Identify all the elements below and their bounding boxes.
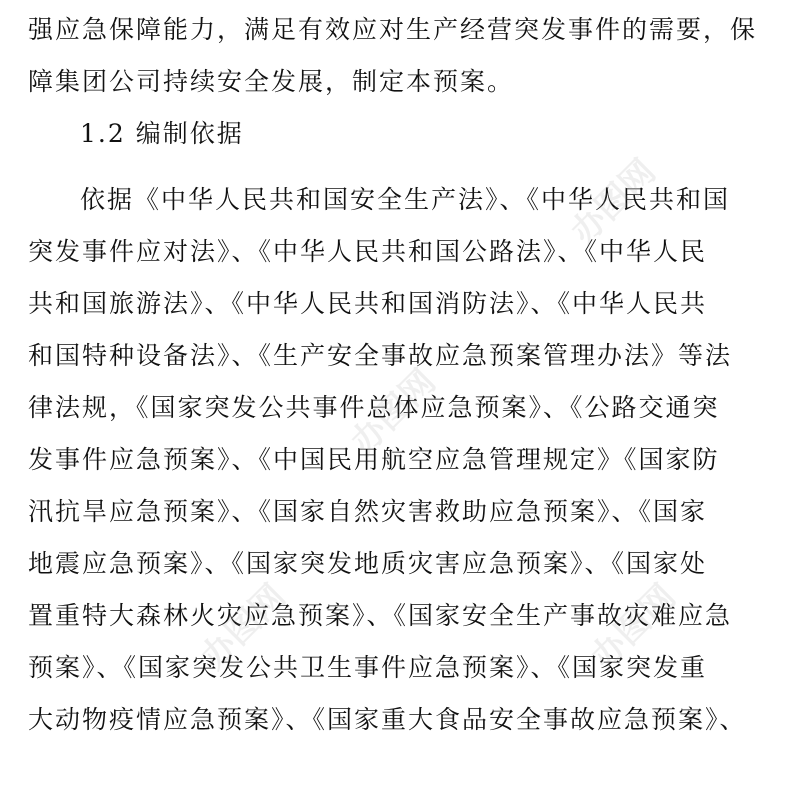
paragraph-line: 强应急保障能力，满足有效应对生产经营突发事件的需要，保 <box>28 15 758 44</box>
paragraph-line: 突发事件应对法》、《中华人民共和国公路法》、《中华人民 <box>28 237 708 266</box>
watermark: 办图网 <box>193 576 294 678</box>
paragraph-line: 置重特大森林火灾应急预案》、《国家安全生产事故灾难应急 <box>28 601 733 630</box>
paragraph-line: 和国特种设备法》、《生产安全事故应急预案管理办法》等法 <box>28 341 733 370</box>
paragraph-line: 发事件应急预案》、《中国民用航空应急管理规定》《国家防 <box>28 445 720 474</box>
watermark: 办图网 <box>563 151 664 253</box>
paragraph-line: 大动物疫情应急预案》、《国家重大食品安全事故应急预案》、 <box>28 705 747 734</box>
paragraph-line: 共和国旅游法》、《中华人民共和国消防法》、《中华人民共 <box>28 289 708 318</box>
paragraph-line: 障集团公司持续安全发展，制定本预案。 <box>28 67 515 96</box>
paragraph-line: 汛抗旱应急预案》、《国家自然灾害救助应急预案》、《国家 <box>28 497 708 526</box>
paragraph-line: 依据《中华人民共和国安全生产法》、《中华人民共和国 <box>80 185 731 214</box>
section-heading: 1.2 编制依据 <box>80 119 244 148</box>
watermark: 办图网 <box>343 361 444 463</box>
paragraph-line: 地震应急预案》、《国家突发地质灾害应急预案》、《国家处 <box>28 549 708 578</box>
paragraph-line: 预案》、《国家突发公共卫生事件应急预案》、《国家突发重 <box>28 653 708 682</box>
watermark: 办图网 <box>583 576 684 678</box>
paragraph-line: 律法规，《国家突发公共事件总体应急预案》、《公路交通突 <box>28 393 720 422</box>
